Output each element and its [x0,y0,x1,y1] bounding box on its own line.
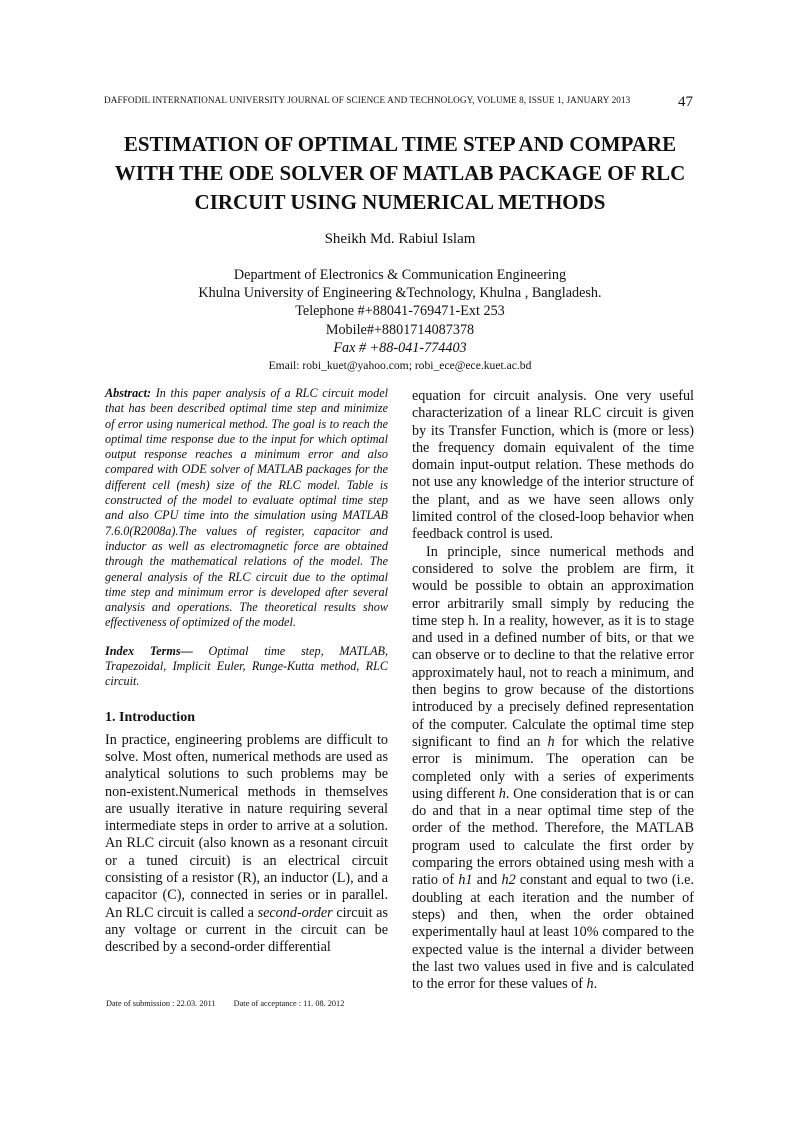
submission-footnote [106,999,344,1008]
intro-p2-text-f: . [593,976,598,993]
university: Khulna University of Engineering &Technology, Khulna , Bangladesh. [198,285,602,302]
email: Email: robi_kuet@yahoo.com; robi_ece@ece.kuet.ac.bd [268,359,532,373]
page-number: 47 [678,94,693,110]
index-terms-label: Index Terms— [105,643,193,658]
intro-p2-text-b: for which the relative error is minimum. The operation can be completed only with a series of experiments using different [412,733,694,802]
abstract [105,386,388,631]
abstract-label: Abstract: [105,386,152,400]
intro-p2-var-1: h [547,733,555,750]
index-terms [105,644,388,690]
fax: Fax # +88-041-774403 [333,339,467,356]
intro-p2-text-d: and [472,872,502,889]
intro-p2-var-5: h [586,976,594,993]
department: Department of Electronics & Communication Engineering [233,267,567,283]
intro-p1-text-b: circuit as any voltage or current in the circuit can be described by a second-order differential [105,904,388,956]
left-column [105,386,388,957]
intro-p2-text-c: . One consideration that is or can do and that in a near optimal time step of the order of the method. Therefore, the MATLAB program used to calculate the first order by comparing the errors obtained using mesh with a ratio of [412,785,695,889]
acceptance-date: Date of acceptance : 11. 08. 2012 [233,999,345,1008]
intro-paragraph-1-continued: equation for circuit analysis. One very useful characterization of a linear RLC circuit is given by its Transfer Function, which is (more or less) the frequency domain equivalent of the time domain input-output relation. These methods do not use any knowledge of the interior structure of the plant, and as we have seen allows only limited control of the closed-loop behavior when feedback control is used. [412,388,694,543]
running-head: DAFFODIL INTERNATIONAL UNIVERSITY JOURNAL OF SCIENCE AND TECHNOLOGY, VOLUME 8, ISSUE 1, JANUARY 2013 [104,95,631,105]
affiliation-block [0,266,800,375]
title-line-2: WITH THE ODE SOLVER OF MATLAB PACKAGE OF RLC [114,161,686,185]
intro-p2-text-a: In principle, since numerical methods and considered to solve the problem are firm, it would be possible to obtain an approximation error arbitrarily small simply by reducing the time step h. In a reality, however, as it is to stage and used in a defined number of bits, or that we can observe or to decline to that the relative error approximately haul, not to reach a minimum, and then begins to grow because of the distortions introduced by a precisely defined representation of the computer. Calculate the optimal time step significant to find an [412,543,694,750]
section-heading-introduction: 1. Introduction [105,709,195,725]
intro-paragraph-1 [105,732,388,957]
intro-p2-var-2: h [498,785,506,802]
mobile: Mobile#+8801714087378 [325,321,475,338]
intro-p2-text-e: constant and equal to two (i.e. doubling at each iteration and the number of steps) and then, when the order obtained experimentally haul at least 10% compared to the expected value is the internal a divider between the last two values used in five and is calculated to the error for these values of [412,872,694,993]
telephone: Telephone #+88041-769471-Ext 253 [295,303,505,320]
index-terms-text: Optimal time step, MATLAB, Trapezoidal, Implicit Euler, Runge-Kutta method, RLC circuit. [105,643,389,689]
submission-date: Date of submission : 22.03. 2011 [106,999,216,1008]
paper-title [80,130,720,217]
intro-p2-var-4: h2 [501,872,516,889]
intro-p2-var-3: h1 [458,872,473,889]
abstract-text: In this paper analysis of a RLC circuit model that has been described optimal time step and minimize of error using numerical method. The goal is to reach the optimal time response due to the input for which optimal output response reaches a minimum error and also compared with ODE solver of MATLAB packages for the different cell (mesh) size of the RLC model. Table is constructed of the model to evaluate optimal time step and also CPU time into the simulation using MATLAB 7.6.0(R2008a).The values of register, capacitor and inductor as well as electromagnetic force are obtained through the mathematical relations of the model. The general analysis of the RLC circuit due to the optimal time step and minimum error is developed after several analysis and operations. The theoretical results show effectiveness of optimized of the model. [105,386,388,630]
title-line-1: ESTIMATION OF OPTIMAL TIME STEP AND COMPARE [123,132,677,156]
title-line-3: CIRCUIT USING NUMERICAL METHODS [194,190,606,214]
right-column [412,388,694,993]
intro-p1-text-a: In practice, engineering problems are difficult to solve. Most often, numerical methods are used as analytical solutions to such problems may be non-existent.Numerical methods in themselves are usually iterative in nature requiring several intermediate steps in order to arrive at a solution. An RLC circuit (also known as a resonant circuit or a tuned circuit) is an electrical circuit consisting of a resistor (R), an inductor (L), and a capacitor (C), connected in series or in parallel. An RLC circuit is called a [105,731,388,921]
intro-paragraph-2 [412,544,694,994]
intro-p1-emphasis: second-order [257,904,333,921]
author-name: Sheikh Md. Rabiul Islam [324,231,476,247]
